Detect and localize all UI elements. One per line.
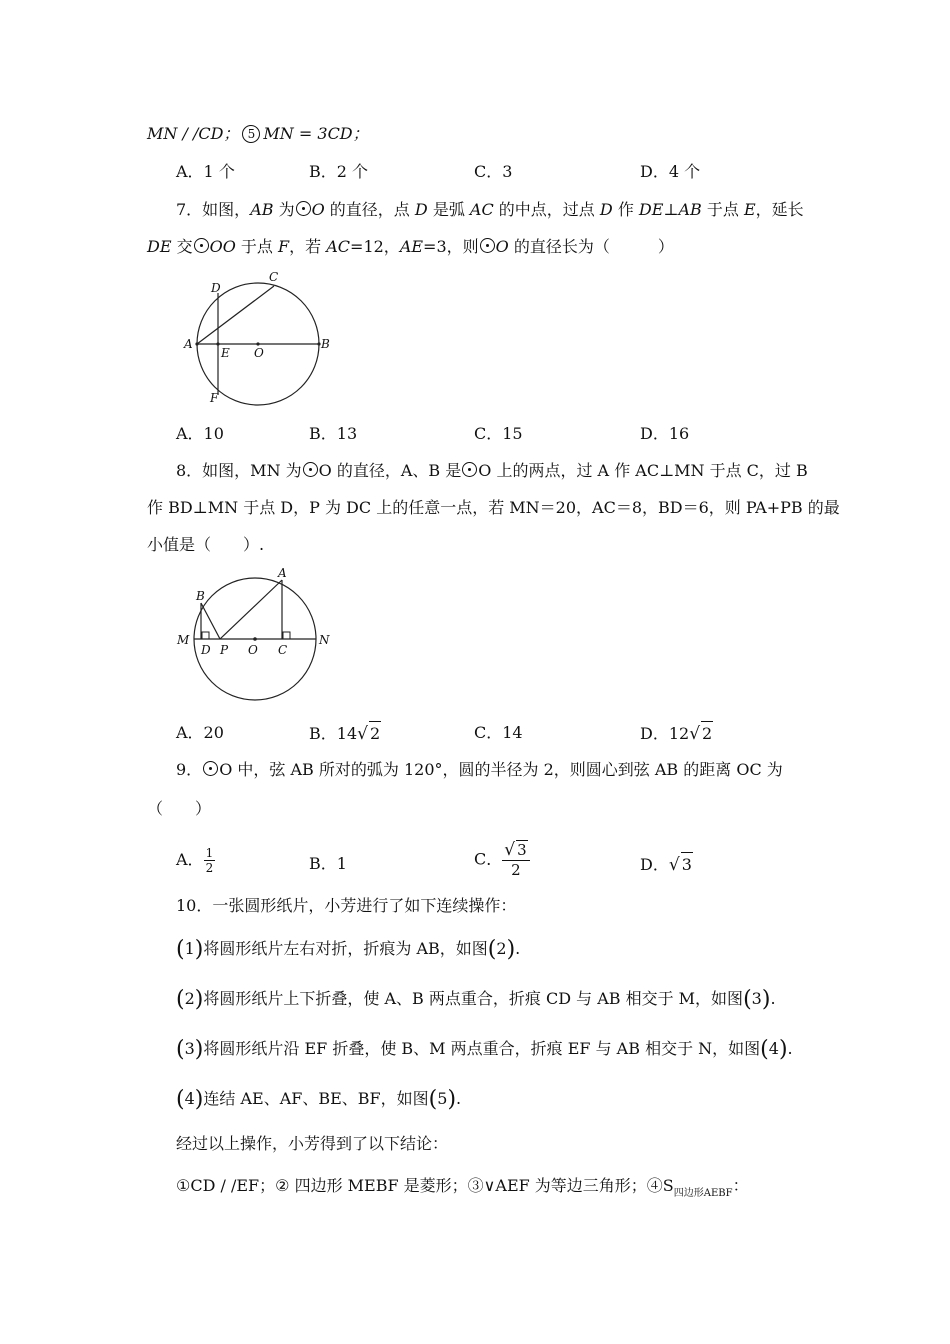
q7-label-d: D (211, 281, 221, 295)
q7-option-d[interactable]: D．16 (640, 424, 690, 443)
q10-summary: 经过以上操作，小芳得到了以下结论： (176, 1134, 449, 1153)
q10-step-1: (1)将圆形纸片左右对折，折痕为 AB，如图(2). (176, 937, 521, 962)
q6-tail: MN / /CD； 5 MN = 3CD； (147, 124, 369, 143)
q8-option-d[interactable]: D．12√ 2 (640, 721, 713, 746)
q6-option-c[interactable]: C．3 (474, 162, 513, 181)
q8-label-c: C (278, 643, 288, 657)
q8-option-a[interactable]: A．20 (176, 723, 224, 742)
q8-label-a: A (278, 566, 287, 580)
q8-option-b[interactable]: B．14√ 2 (309, 721, 381, 746)
q7-label-c: C (269, 270, 279, 284)
q7-option-b[interactable]: B．13 (309, 424, 358, 443)
q6-option-b[interactable]: B．2 个 (309, 162, 369, 181)
q6-option-d[interactable]: D．4 个 (640, 162, 701, 181)
q7-label-e: E (221, 346, 230, 360)
circle-dot-icon (296, 201, 311, 216)
q9-option-c[interactable]: C． $\frac{√ 3}{2}$ (474, 840, 530, 880)
q8-right-angle-d (202, 632, 209, 639)
q7-label-b: B (321, 337, 330, 351)
q8-stem-line2: 作 BD⊥MN 于点 D，P 为 DC 上的任意一点，若 MN＝20，AC＝8，BD＝6，则 PA+PB 的最 (147, 498, 840, 517)
q8-segment-pa (220, 580, 282, 639)
q7-option-c[interactable]: C．15 (474, 424, 523, 443)
q7-label-a: A (184, 337, 193, 351)
q8-label-b: B (196, 589, 205, 603)
q9-option-a[interactable]: A． $\frac{1}{2}$ (176, 846, 214, 875)
q6-options (176, 160, 836, 200)
q7-stem-line1: 7．如图，AB 为 O 的直径，点 D 是弧 AC 的中点，过点 D 作 DE⊥AB 于点 E，延长 (176, 200, 804, 219)
q7-figure (180, 268, 340, 413)
q8-segment-bp (201, 603, 220, 639)
q9-option-d[interactable]: D．√ 3 (640, 852, 693, 877)
q8-stem-line3: 小值是（ ）. (147, 535, 265, 554)
q8-label-m: M (177, 633, 190, 647)
q9-stem-line1: 9． O 中，弦 AB 所对的弧为 120°，圆的半径为 2，则圆心到弦 AB 的距离 OC 为 (176, 760, 783, 779)
q10-intro: 10．一张圆形纸片，小芳进行了如下连续操作： (176, 896, 517, 915)
q9-options (176, 840, 836, 886)
circle-dot-icon (462, 462, 477, 477)
q10-step-3: (3)将圆形纸片沿 EF 折叠，使 B、M 两点重合，折痕 EF 与 AB 相交于 N，如图(4). (176, 1037, 793, 1062)
q7-stem-line2: DE 交 OO 于点 F，若 AC=12，AE=3，则 O 的直径长为（ ） (147, 237, 674, 256)
q8-label-o: O (248, 643, 258, 657)
q10-step-4: (4)连结 AE、AF、BE、BF，如图(5). (176, 1087, 462, 1112)
q7-options (176, 422, 836, 462)
circle-dot-icon (194, 238, 209, 253)
q8-option-c[interactable]: C．14 (474, 723, 523, 742)
q8-label-p: P (220, 643, 229, 657)
circled-5-icon: 5 (242, 125, 260, 143)
q9-option-b[interactable]: B．1 (309, 854, 347, 873)
q8-stem-line1: 8．如图，MN 为 O 的直径，A、B 是 O 上的两点，过 A 作 AC⊥MN 于点 C，过 B (176, 461, 808, 480)
q7-chord-ac (197, 286, 274, 344)
q8-figure (172, 566, 342, 712)
circle-dot-icon (480, 238, 495, 253)
q7-option-a[interactable]: A．10 (176, 424, 224, 443)
q6-option-a[interactable]: A．1 个 (176, 162, 235, 181)
q8-label-n: N (319, 633, 330, 647)
q10-step-2: (2)将圆形纸片上下折叠，使 A、B 两点重合，折痕 CD 与 AB 相交于 M，如图(3). (176, 987, 776, 1012)
q7-label-f: F (210, 391, 219, 405)
q8-label-d: D (201, 643, 211, 657)
q8-options (176, 721, 836, 761)
circle-dot-icon (303, 462, 318, 477)
q7-label-o: O (254, 346, 264, 360)
q10-conclusions: ①CD / /EF；② 四边形 MEBF 是菱形；③∨AEF 为等边三角形；$④S_{四边形AEBF}$： (176, 1176, 749, 1199)
circle-dot-icon (203, 761, 218, 776)
q8-right-angle-c (283, 632, 290, 639)
q9-stem-line2: （ ） (147, 799, 212, 818)
